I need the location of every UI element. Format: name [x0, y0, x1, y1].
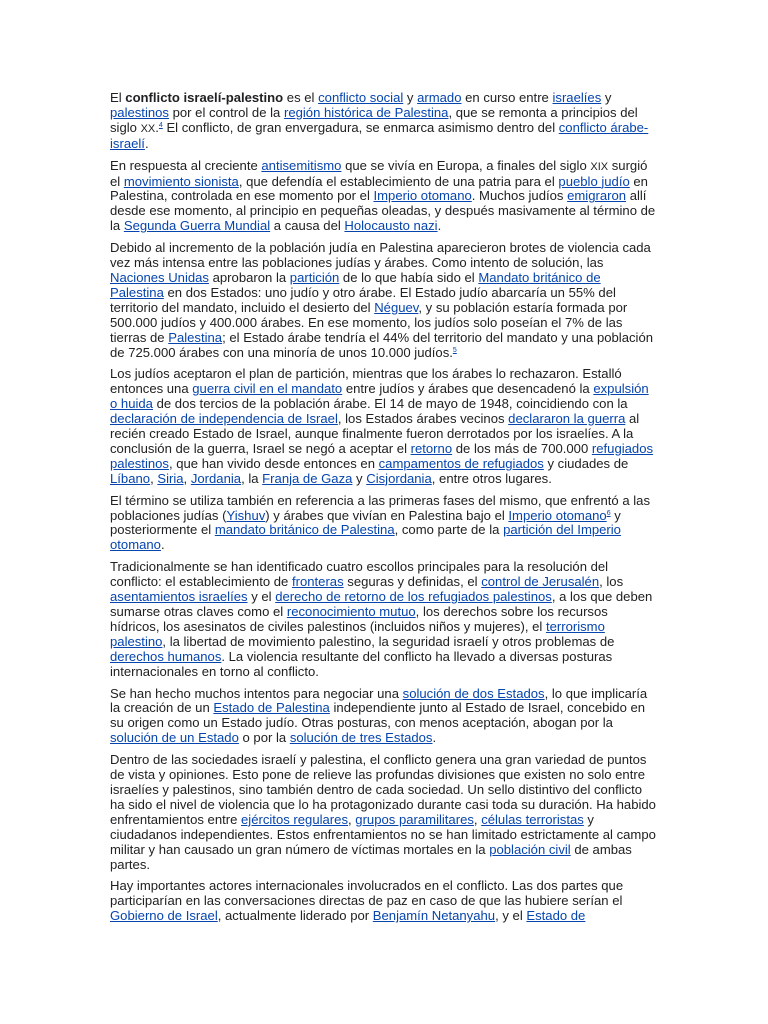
text-run: , actualmente liderado por — [217, 908, 373, 924]
article-link[interactable]: solución de un Estado — [110, 730, 239, 746]
article-link[interactable]: Estado de — [526, 908, 586, 924]
article-link[interactable]: campamentos de refugiados — [378, 455, 544, 471]
article-link[interactable]: reconocimiento mutuo — [286, 604, 416, 619]
article-link[interactable]: asentamientos israelíes — [110, 589, 248, 605]
article-link[interactable]: solución de dos Estados — [402, 685, 545, 701]
article-link[interactable]: derecho de retorno de los refugiados palestinos — [275, 589, 552, 605]
text-run: y el — [247, 589, 276, 605]
text-run: , — [473, 811, 482, 827]
text-run: y — [352, 470, 367, 486]
paragraph — [110, 91, 656, 152]
article-link[interactable]: fronteras — [291, 574, 344, 590]
text-run: ; el Estado árabe tendría el 44% del territorio del mandato y una población de 725.000 árabes con una minoría de unos 10.000 judíos. — [110, 329, 654, 360]
text-run: El — [110, 90, 126, 105]
text-run: Se han hecho muchos intentos para negociar una — [110, 685, 403, 701]
article-link[interactable]: guerra civil en el mandato — [192, 381, 343, 397]
text-run: seguras y definidas, el — [343, 574, 482, 590]
text-run: , como parte de la — [394, 522, 504, 538]
text-run: . — [432, 730, 437, 746]
text-run: y ciudadanos independientes. Estos enfrentamientos no se han limitado estrictamente al campo militar y han causado un gran número de víctimas mortales en la — [110, 811, 656, 857]
paragraph — [110, 241, 656, 360]
text-run: Tradicionalmente se han identificado cuatro escollos principales para la resolución del conflicto: el establecimiento de — [110, 559, 609, 590]
text-run: . — [155, 119, 159, 135]
text-run: surgió el — [110, 157, 648, 189]
article-link[interactable]: Yishuv — [226, 507, 266, 523]
text-run: al recién creado Estado de Israel, aunque finalmente fueron derrotados por los israelíes. A la conclusión de la guerra, Israel se negó a aceptar el — [110, 411, 640, 456]
article-link[interactable]: antisemitismo — [261, 157, 342, 173]
text-run: , lo que implicaría la creación de un — [110, 685, 648, 716]
text-run: , — [150, 470, 158, 486]
text-run: . Muchos judíos — [471, 188, 568, 204]
article-link[interactable]: partición del Imperio otomano — [110, 522, 621, 553]
text-run: y ciudades de — [543, 455, 629, 471]
text-run: allí desde ese momento, al principio en pequeñas oleadas, y después masivamente al término de la — [110, 188, 656, 234]
reference-link[interactable]: 6 — [606, 509, 611, 517]
article-link[interactable]: control de Jerusalén — [481, 574, 600, 590]
article-link[interactable]: derechos humanos — [110, 648, 222, 664]
paragraph — [110, 560, 656, 679]
text-run: , la libertad de movimiento palestino, la seguridad israelí y otros problemas de — [162, 633, 615, 649]
text-run: entre judíos y árabes que desencadenó la — [342, 381, 594, 397]
text-run: , y su población estaría formada por 500.000 judíos y 400.000 árabes. En ese momento, los judíos solo poseían el 7% de las tierras de — [110, 299, 628, 345]
article-link[interactable]: Naciones Unidas — [110, 269, 209, 285]
article-link[interactable]: declaración de independencia de Israel — [110, 411, 338, 427]
text-run: de dos tercios de la población árabe. El 14 de mayo de 1948, coincidiendo con la — [152, 396, 628, 412]
text-run: , que se remonta a principios del siglo — [110, 104, 638, 135]
article-link[interactable]: Estado de Palestina — [213, 700, 330, 716]
article-link[interactable]: Imperio otomano — [508, 507, 607, 523]
text-run: , los Estados árabes vecinos — [337, 411, 509, 427]
text-run: , que han vivido desde entonces en — [168, 455, 379, 471]
reference-link[interactable]: 4 — [158, 121, 163, 129]
text-run: Debido al incremento de la población judía en Palestina aparecieron brotes de violencia cada vez más intensa entre las poblaciones judías y árabes. Como intento de solución, las — [110, 240, 651, 271]
paragraph — [110, 367, 656, 486]
text-run: En respuesta al creciente — [110, 157, 262, 173]
article-link[interactable]: mandato británico de Palestina — [214, 522, 395, 538]
text-run: . — [144, 135, 149, 151]
article-link[interactable]: conflicto social — [318, 90, 404, 105]
article-link[interactable]: refugiados palestinos — [110, 440, 654, 471]
article-link[interactable]: Jordania — [190, 470, 242, 486]
text-run: , y el — [495, 908, 527, 924]
text-run: de ambas partes. — [110, 841, 632, 872]
article-link[interactable]: grupos paramilitares — [355, 811, 474, 827]
article-link[interactable]: movimiento sionista — [123, 173, 239, 189]
article-link[interactable]: Néguev — [374, 299, 419, 315]
article-link[interactable]: Líbano — [110, 470, 151, 486]
article-link[interactable]: Cisjordania — [366, 470, 432, 486]
article-link[interactable]: Franja de Gaza — [262, 470, 353, 486]
text-run: , la — [241, 470, 263, 486]
article-link[interactable]: ejércitos regulares — [241, 811, 348, 827]
paragraph — [110, 159, 656, 235]
article-link[interactable]: retorno — [410, 440, 453, 456]
text-run: , los — [599, 574, 624, 590]
article-link[interactable]: partición — [289, 269, 340, 285]
article-link[interactable]: declararon la guerra — [508, 411, 626, 427]
paragraph — [110, 687, 656, 747]
century-numeral: XIX — [590, 160, 609, 173]
article-link[interactable]: Gobierno de Israel — [110, 908, 218, 924]
article-link[interactable]: emigraron — [567, 188, 627, 204]
text-run: por el control de la — [168, 104, 284, 120]
text-run: , — [183, 470, 191, 486]
text-run: , los derechos sobre los recursos hídricos, los asesinatos de civiles palestinos (incluidos niños y mujeres), el — [110, 604, 608, 634]
century-numeral: XX — [140, 122, 156, 135]
reference-link[interactable]: 5 — [452, 346, 457, 354]
text-run: o por la — [238, 730, 290, 746]
article-link[interactable]: solución de tres Estados — [289, 730, 433, 746]
text-run: en Palestina, controlada en ese momento por el — [110, 173, 648, 204]
article-link[interactable]: células terroristas — [481, 811, 584, 827]
text-run: y posteriormente el — [110, 507, 621, 538]
text-run: . — [160, 537, 165, 553]
text-run: en curso entre — [461, 90, 553, 105]
reference-superscript — [453, 347, 457, 354]
article-link[interactable]: palestinos — [110, 104, 169, 120]
article-link[interactable]: región histórica de Palestina — [283, 104, 449, 120]
article-link[interactable]: Holocausto nazi — [344, 218, 438, 234]
paragraph — [110, 494, 656, 554]
article-link[interactable]: Benjamín Netanyahu — [372, 908, 496, 924]
text-run: El término se utiliza también en referencia a las primeras fases del mismo, que enfrentó a las poblaciones judías ( — [110, 492, 651, 523]
text-run: , entre otros lugares. — [431, 470, 552, 486]
article-link[interactable]: Siria — [157, 470, 184, 486]
text-run: , a los que deben sumarse otras claves como el — [110, 589, 653, 619]
text-run: y — [601, 90, 612, 105]
article-link[interactable]: armado — [417, 90, 462, 105]
text-run: que se vivía en Europa, a finales del siglo — [341, 157, 591, 173]
article-link[interactable]: pueblo judío — [558, 173, 630, 189]
text-run: Los judíos aceptaron el plan de partición, mientras que los árabes lo rechazaron. Estalló entonces una — [110, 366, 622, 397]
text-run: , — [348, 811, 356, 827]
article-link[interactable]: Mandato británico de Palestina — [110, 269, 601, 300]
article-link[interactable]: población civil — [489, 841, 571, 857]
text-run: El conflicto, de gran envergadura, se enmarca asimismo dentro del — [162, 119, 559, 135]
text-run: independiente junto al Estado de Israel, concebido en su origen como un Estado judío. Otras posturas, con menos aceptación, abogan por la — [110, 700, 646, 731]
article-link[interactable]: terrorismo palestino — [110, 618, 605, 649]
text-run: es el — [283, 90, 319, 105]
text-run: a causa del — [270, 218, 345, 234]
text-run: de los más de 700.000 — [452, 440, 592, 456]
text-run: aprobaron la — [208, 269, 290, 285]
article-body — [110, 91, 656, 931]
text-run: . La violencia resultante del conflicto ha llevado a diversas posturas internacionales en torno al conflicto. — [110, 648, 613, 679]
text-run: Dentro de las sociedades israelí y palestina, el conflicto genera una gran variedad de puntos de vista y opiniones. Esto pone de relieve las profundas divisiones que existen no solo entre israelíes y palestinos, sino también dentro de cada sociedad. Un sello distintivo del conflicto ha sido el nivel de violencia que lo ha protagonizado durante casi toda su duración. Ha habido enfrentamientos entre — [110, 752, 656, 827]
text-run: y — [403, 90, 418, 105]
text-run: de lo que había sido el — [339, 269, 479, 285]
text-run: . — [437, 218, 442, 234]
article-link[interactable]: israelíes — [552, 90, 602, 105]
article-link[interactable]: conflicto árabe-israelí — [110, 119, 649, 151]
article-link[interactable]: Imperio otomano — [373, 188, 472, 204]
article-link[interactable]: expulsión o huida — [110, 381, 649, 412]
paragraph — [110, 879, 656, 924]
text-run: Hay importantes actores internacionales involucrados en el conflicto. Las dos partes que participarían en las conversaciones directas de paz en caso de que las hubiere serían el — [110, 878, 624, 909]
text-run: en dos Estados: uno judío y otro árabe. El Estado judío abarcaría un 55% del territorio del mandato, incluido el desierto del — [110, 284, 616, 315]
article-link[interactable]: Segunda Guerra Mundial — [123, 218, 271, 234]
text-run: ) y árabes que vivían en Palestina bajo el — [265, 507, 509, 523]
paragraph — [110, 753, 656, 872]
text-run: , que defendía el establecimiento de una patria para el — [238, 173, 559, 189]
bold-term: conflicto israelí-palestino — [125, 90, 284, 105]
article-link[interactable]: Palestina — [168, 329, 223, 345]
